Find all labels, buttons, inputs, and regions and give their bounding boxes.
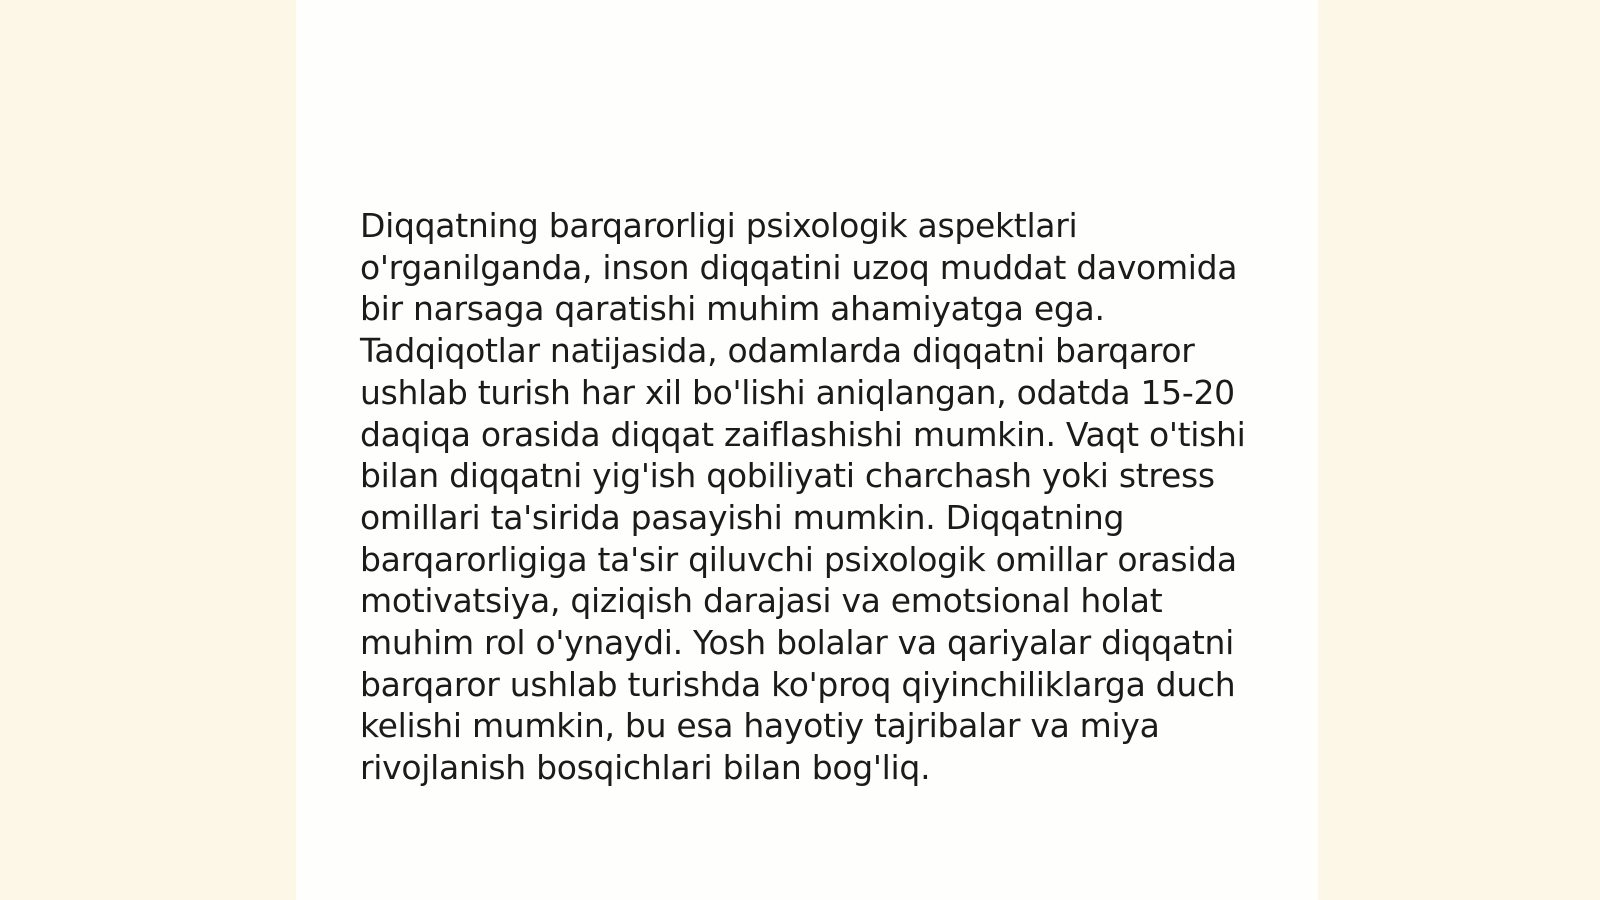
body-paragraph: Diqqatning barqarorligi psixologik aspektlari o'rganilganda, inson diqqatini uzoq muddat davomida bir narsaga qaratishi muhim ahamiyatga ega. Tadqiqotlar natijasida, odamlarda diqqatni barqaror ushlab turish har xil bo'lishi aniqlangan, odatda 15-20 daqiqa orasida diqqat zaiflashishi mumkin. Vaqt o'tishi bilan diqqatni yig'ish qobiliyati charchash yoki stress omillari ta'sirida pasayishi mumkin. Diqqatning barqarorligiga ta'sir qiluvchi psixologik omillar orasida motivatsiya, qiziqish darajasi va emotsional holat muhim rol o'ynaydi. Yosh bolalar va qariyalar diqqatni barqaror ushlab turishda ko'proq qiyinchiliklarga duch kelishi mumkin, bu esa hayotiy tajribalar va miya rivojlanish bosqichlari bilan bog'liq. — [360, 206, 1246, 788]
document-page — [296, 0, 1318, 900]
